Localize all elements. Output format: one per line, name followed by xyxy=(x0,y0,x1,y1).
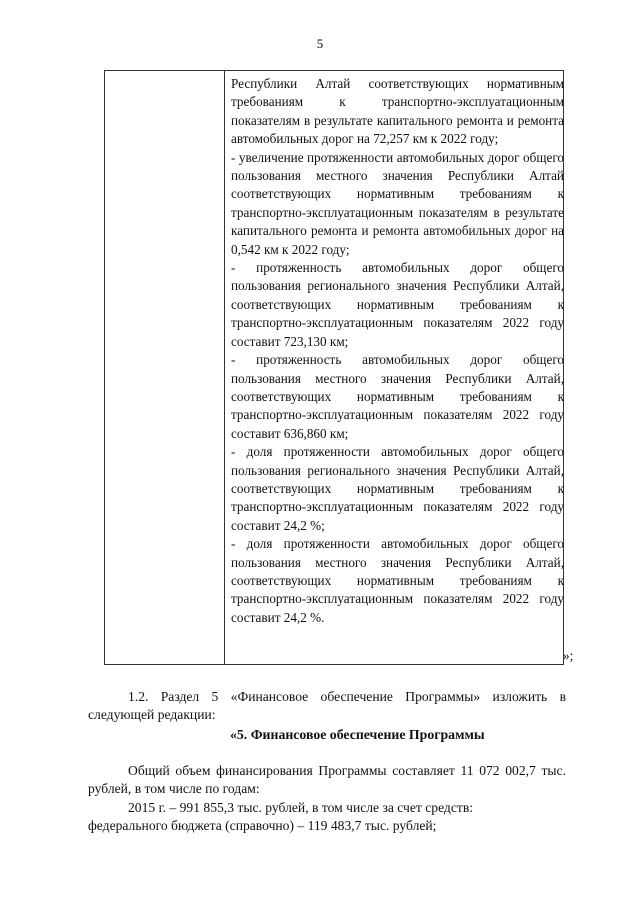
section-heading: «5. Финансовое обеспечение Программы xyxy=(230,727,485,742)
cell-paragraph: - доля протяженности автомобильных дорог общего пользования местного значения Республики Алтай, соответствующих нормативным требованиям к транспортно-эксплуатационным показателям 2022 году составит 24,2 %. xyxy=(231,536,564,625)
page-number: 5 xyxy=(316,36,324,51)
amendment-text: 1.2. Раздел 5 «Финансовое обеспечение Программы» изложить в следующей редакции: xyxy=(88,689,566,722)
table-cell-text xyxy=(231,75,564,627)
cell-paragraph: - доля протяженности автомобильных дорог общего пользования регионального значения Республики Алтай, соответствующих нормативным требованиям к транспортно-эксплуатационным показателям 2022 году составит 24,2 %; xyxy=(231,444,564,533)
funding-text: Общий объем финансирования Программы составляет 11 072 002,7 тыс. рублей, в том числе по годам: xyxy=(88,763,566,796)
funding-paragraph xyxy=(88,762,566,798)
program-table xyxy=(104,70,564,665)
federal-budget-line xyxy=(88,817,566,835)
table-column-divider xyxy=(224,71,225,664)
year-2015-text: 2015 г. – 991 855,3 тыс. рублей, в том числе за счет средств: xyxy=(128,800,474,815)
year-2015-line xyxy=(88,799,566,817)
cell-paragraph: - увеличение протяженности автомобильных дорог общего пользования местного значения Республики Алтай соответствующих нормативным требованиям к транспортно-эксплуатационным показателям в результате капитального ремонта и ремонта автомобильных дорог на 0,542 км к 2022 году; xyxy=(231,149,564,257)
cell-paragraph: - протяженность автомобильных дорог общего пользования регионального значения Республики Алтай, соответствующих нормативным требованиям к транспортно-эксплуатационным показателям 2022 году составит 723,130 км; xyxy=(231,260,564,349)
amendment-paragraph xyxy=(88,688,566,724)
federal-budget-text: федерального бюджета (справочно) – 119 483,7 тыс. рублей; xyxy=(88,818,437,833)
cell-paragraph: - протяженность автомобильных дорог общего пользования местного значения Республики Алтай, соответствующих нормативным требованиям к транспортно-эксплуатационным показателям 2022 году составит 636,860 км; xyxy=(231,352,564,441)
cell-paragraph: Республики Алтай соответствующих нормативным требованиям к транспортно-эксплуатационным показателям в результате капитального ремонта и ремонта автомобильных дорог на 72,257 км к 2022 году; xyxy=(231,76,564,147)
closing-quote: »; xyxy=(563,648,574,663)
